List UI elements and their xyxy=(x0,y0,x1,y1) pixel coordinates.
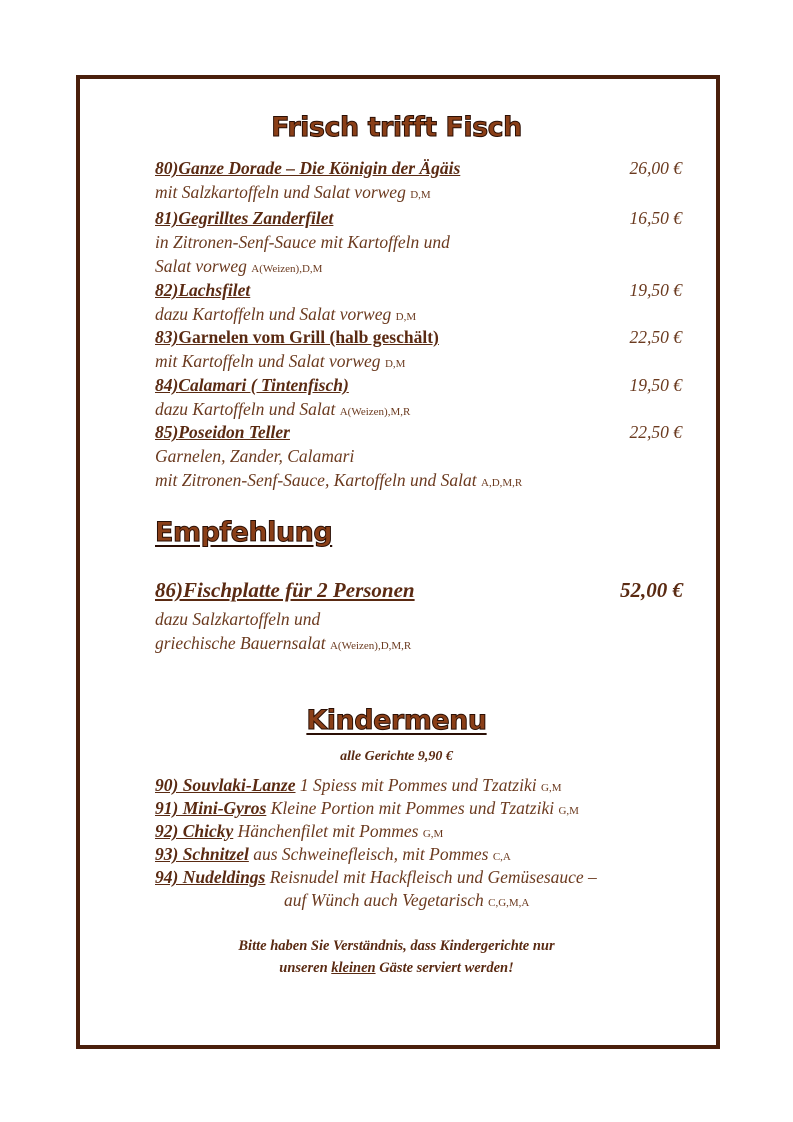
kids-item-94: 94) Nudeldings Reisnudel mit Hackfleisch und Gemüsesauce – xyxy=(155,867,597,887)
kids-item-93: 93) Schnitzel aus Schweinefleisch, mit Pommes C,A xyxy=(155,844,511,864)
recommend-price: 52,00 € xyxy=(620,578,683,602)
recommend-desc-1: dazu Salzkartoffeln und xyxy=(155,609,321,629)
menu-item-82-price: 19,50 € xyxy=(629,280,682,300)
menu-item-85-desc-1: Garnelen, Zander, Calamari xyxy=(155,446,355,466)
kids-price-note: alle Gerichte 9,90 € xyxy=(340,749,453,764)
menu-item-82-title: 82)Lachsfilet xyxy=(155,280,251,300)
menu-item-81-desc-2: Salat vorweg A(Weizen),D,M xyxy=(155,256,323,276)
kids-item-90: 90) Souvlaki-Lanze 1 Spiess mit Pommes und Tzatziki G,M xyxy=(155,775,562,795)
kids-item-91: 91) Mini-Gyros Kleine Portion mit Pommes und Tzatziki G,M xyxy=(155,798,579,818)
menu-item-80-desc: mit Salzkartoffeln und Salat vorweg D,M xyxy=(155,182,431,202)
menu-item-80-price: 26,00 € xyxy=(629,158,682,178)
menu-item-84-price: 19,50 € xyxy=(629,375,682,395)
menu-item-85-title: 85)Poseidon Teller xyxy=(155,422,290,442)
recommend-heading: Empfehlung xyxy=(155,517,333,548)
menu-item-85-price: 22,50 € xyxy=(629,422,682,442)
kids-footer-line-2: unseren kleinen Gäste serviert werden! xyxy=(279,960,514,976)
menu-item-83-price: 22,50 € xyxy=(629,327,682,347)
menu-item-83-title: 83)Garnelen vom Grill (halb geschält) xyxy=(155,327,439,347)
kids-heading: Kindermenu xyxy=(306,705,487,736)
recommend-desc-2: griechische Bauernsalat A(Weizen),D,M,R xyxy=(155,633,412,653)
menu-item-82-desc: dazu Kartoffeln und Salat vorweg D,M xyxy=(155,304,417,324)
kids-item-92: 92) Chicky Hänchenfilet mit Pommes G,M xyxy=(155,821,444,841)
menu-item-84-desc: dazu Kartoffeln und Salat A(Weizen),M,R xyxy=(155,399,411,419)
fish-heading: Frisch trifft Fisch xyxy=(271,112,522,143)
menu-item-81-desc-1: in Zitronen-Senf-Sauce mit Kartoffeln und xyxy=(155,232,450,252)
menu-item-80-title: 80)Ganze Dorade – Die Königin der Ägäis xyxy=(155,158,461,178)
menu-item-83-desc: mit Kartoffeln und Salat vorweg D,M xyxy=(155,351,406,371)
menu-item-81-title: 81)Gegrilltes Zanderfilet xyxy=(155,208,334,228)
kids-footer-line-1: Bitte haben Sie Verständnis, dass Kindergerichte nur xyxy=(238,938,555,954)
menu-item-81-price: 16,50 € xyxy=(629,208,682,228)
menu-item-85-desc-2: mit Zitronen-Senf-Sauce, Kartoffeln und Salat A,D,M,R xyxy=(155,470,523,490)
recommend-title: 86)Fischplatte für 2 Personen xyxy=(155,578,415,602)
kids-item-94-extra: auf Wünch auch Vegetarisch C,G,M,A xyxy=(284,890,530,910)
menu-item-84-title: 84)Calamari ( Tintenfisch) xyxy=(155,375,349,395)
